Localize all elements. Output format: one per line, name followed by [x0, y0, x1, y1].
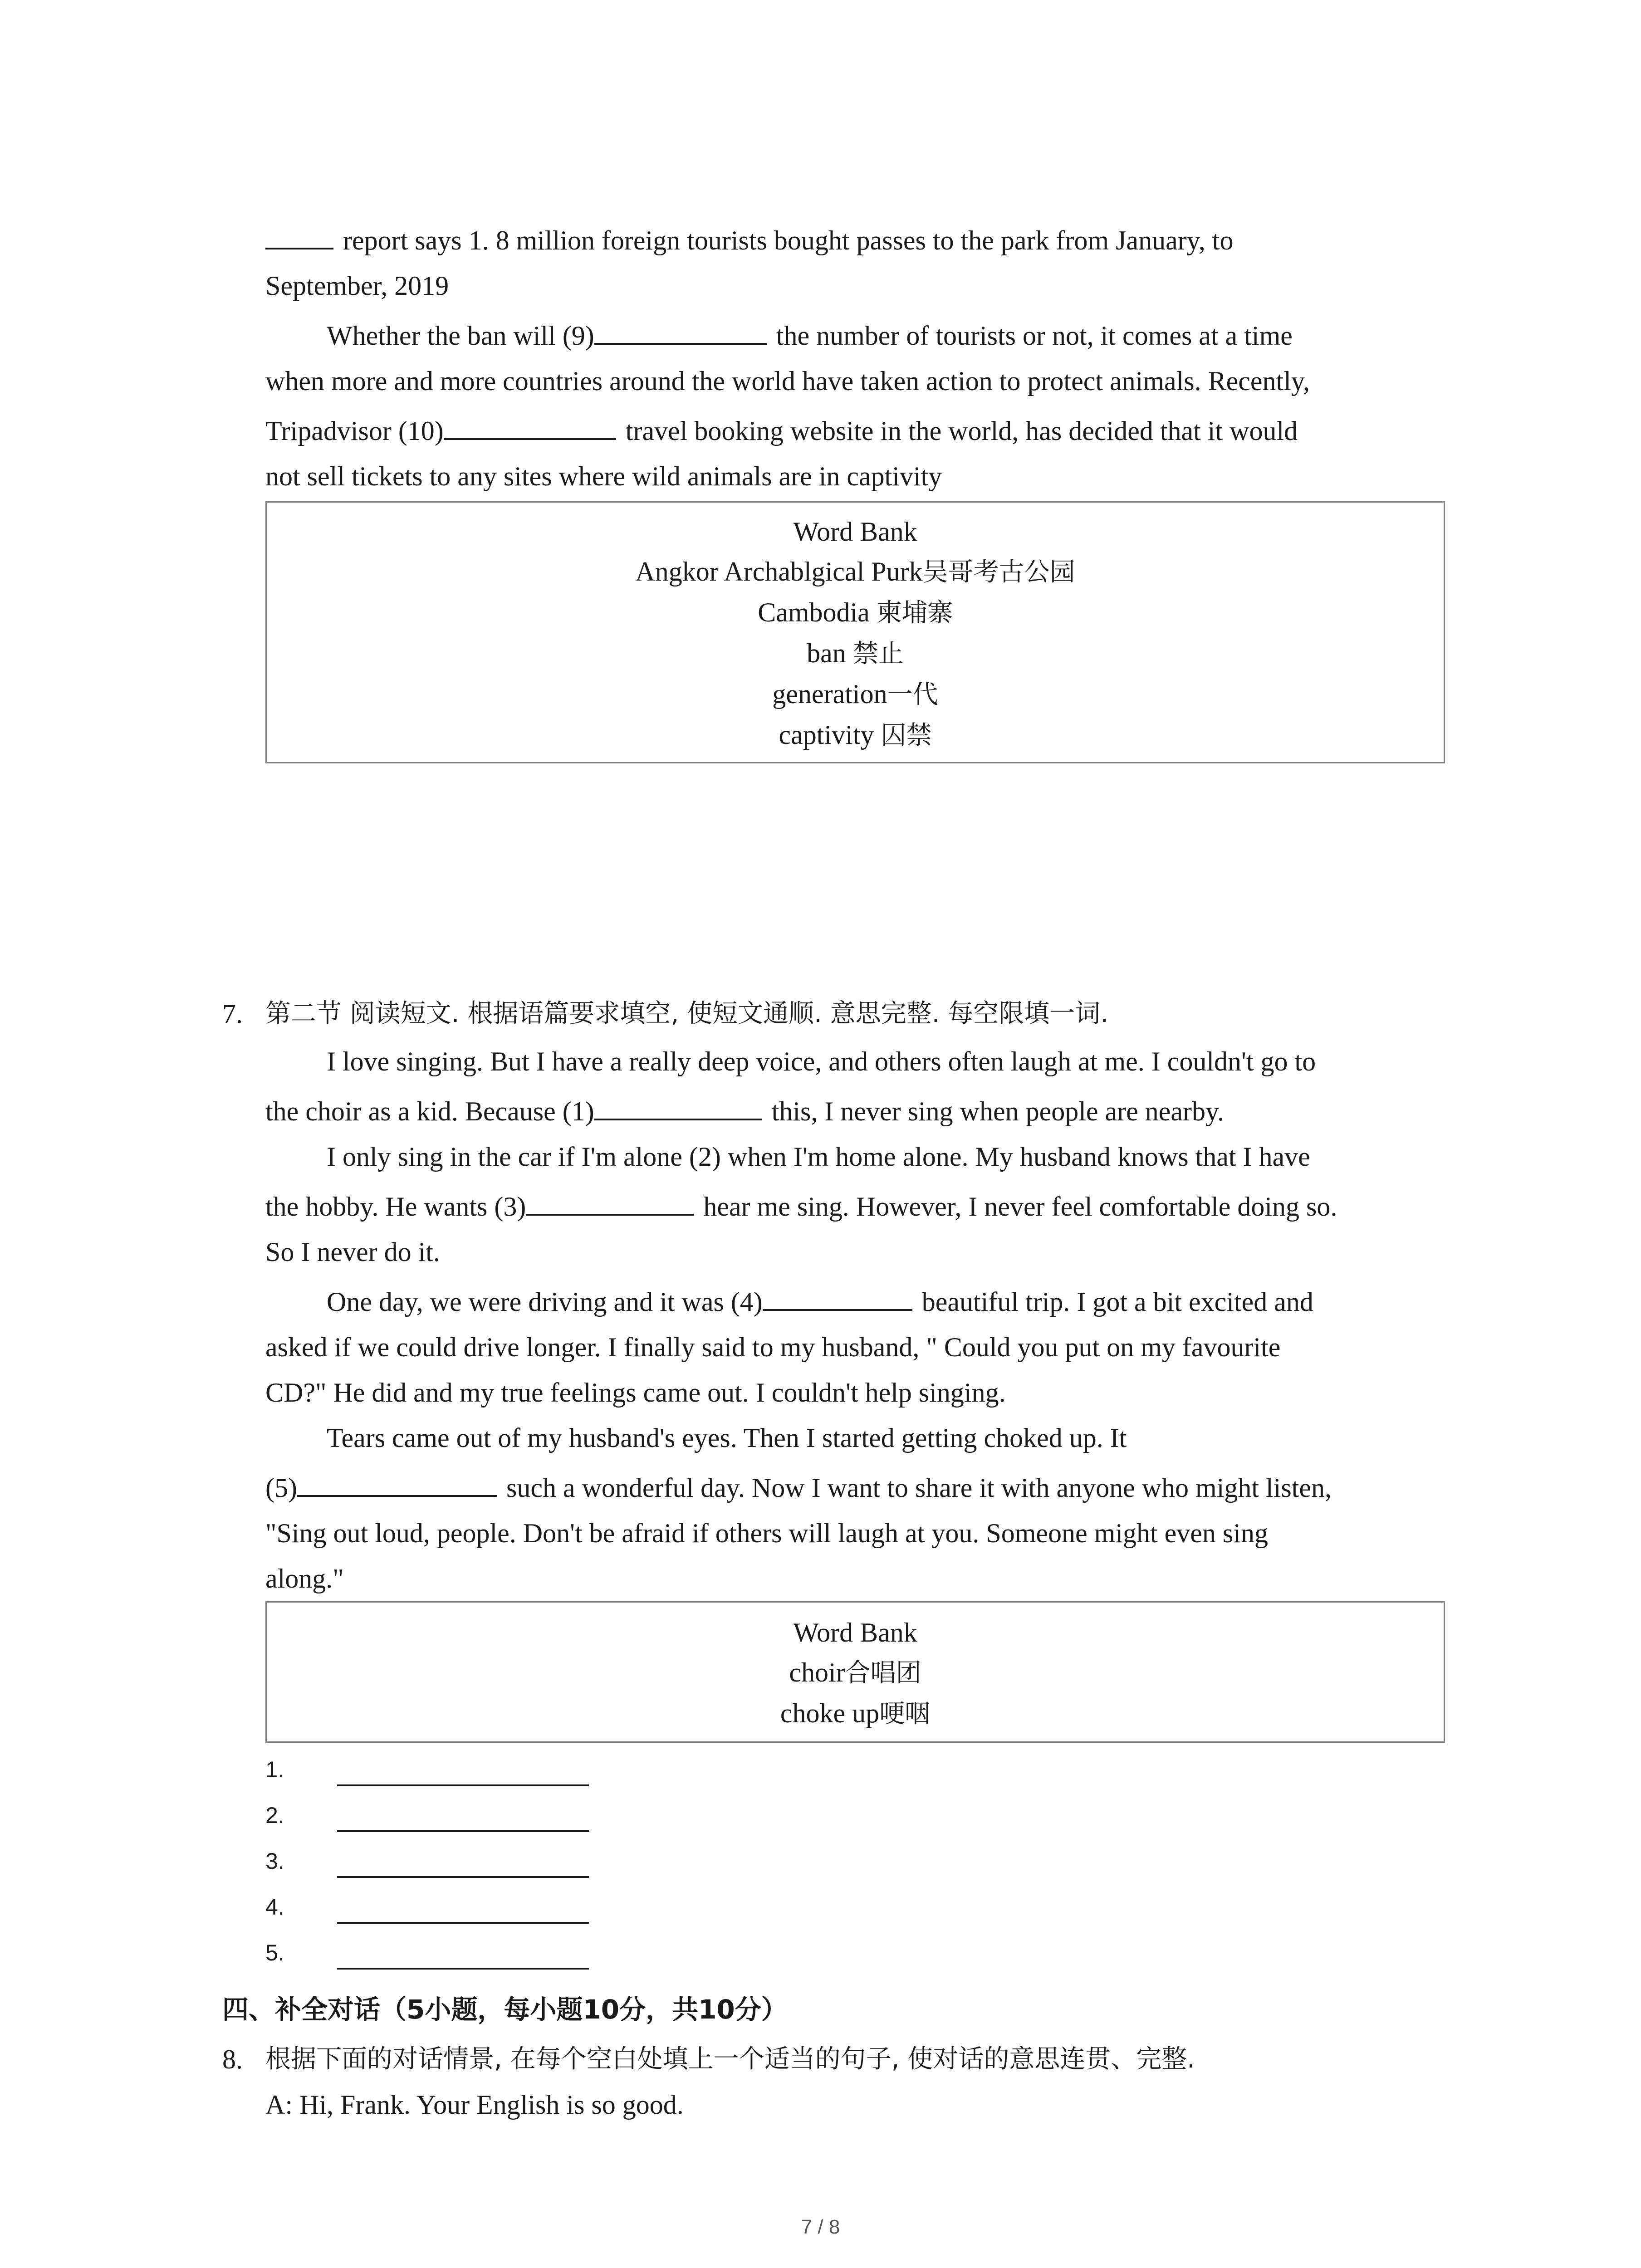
- passage-line: [265, 408, 1445, 454]
- passage-line: I only sing in the car if I'm alone (2) when I'm home alone. My husband knows that I have: [327, 1142, 1310, 1172]
- passage-line: along.": [265, 1564, 344, 1593]
- passage-text: hear me sing. However, I never feel comfortable doing so.: [703, 1192, 1337, 1222]
- question-number: 8.: [222, 2044, 243, 2074]
- passage-text: travel booking website in the world, has decided that it would: [625, 416, 1298, 446]
- passage-line: Tears came out of my husband's eyes. Then I started getting choked up. It: [327, 1423, 1127, 1453]
- passage-line: I love singing. But I have a really deep voice, and others often laugh at me. I couldn't go to: [327, 1046, 1316, 1076]
- passage-line: [265, 1465, 1445, 1510]
- passage-text: the number of tourists or not, it comes at a time: [776, 321, 1293, 351]
- passage-line: when more and more countries around the world have taken action to protect animals. Recently,: [265, 366, 1310, 396]
- passage-text: One day, we were driving and it was (4): [327, 1287, 763, 1317]
- passage-text: Whether the ban will (9): [327, 321, 594, 351]
- answer-line[interactable]: [337, 1922, 589, 1924]
- word-bank-item: choke up哽咽: [780, 1698, 931, 1729]
- answer-blank-1[interactable]: [594, 1092, 762, 1120]
- section-heading: 四、补全对话（5小题，每小题10分，共10分）: [222, 1994, 788, 2025]
- word-bank-item: ban 禁止: [807, 638, 904, 669]
- word-bank-title: Word Bank: [793, 1618, 917, 1647]
- answer-number: 4.: [265, 1894, 284, 1920]
- answer-blank-3[interactable]: [526, 1188, 694, 1216]
- passage-text: such a wonderful day. Now I want to share it with anyone who might listen,: [506, 1473, 1332, 1503]
- passage-line: not sell tickets to any sites where wild animals are in captivity: [265, 461, 942, 491]
- word-bank-item: Cambodia 柬埔寨: [758, 597, 953, 628]
- passage-text: Tripadvisor (10): [265, 416, 444, 446]
- answer-line[interactable]: [337, 1784, 589, 1786]
- word-bank-item: Angkor Archablgical Purk吴哥考古公园: [635, 557, 1075, 587]
- passage-line: September, 2019: [265, 271, 449, 301]
- passage-line: [265, 218, 1445, 263]
- answer-line[interactable]: [337, 1876, 589, 1878]
- word-bank-item: captivity 囚禁: [779, 720, 932, 750]
- passage-line: asked if we could drive longer. I finally said to my husband, " Could you put on my favourite: [265, 1332, 1281, 1362]
- question-instruction: 根据下面的对话情景, 在每个空白处填上一个适当的句子, 使对话的意思连贯、完整.: [265, 2044, 1195, 2074]
- passage-text: the hobby. He wants (3): [265, 1192, 526, 1222]
- answer-number: 2.: [265, 1803, 284, 1828]
- passage-text: report says 1. 8 million foreign tourists bought passes to the park from January, to: [343, 225, 1234, 255]
- answer-number: 1.: [265, 1757, 284, 1782]
- page-number: 7 / 8: [801, 2216, 840, 2238]
- word-bank-box: [265, 501, 1445, 763]
- passage-line: [265, 1184, 1445, 1229]
- passage-line: [327, 313, 1506, 358]
- word-bank-box: [265, 1601, 1445, 1743]
- answer-line[interactable]: [337, 1830, 589, 1832]
- passage-text: the choir as a kid. Because (1): [265, 1096, 594, 1126]
- passage-text: (5): [265, 1473, 297, 1503]
- word-bank-item: choir合唱团: [789, 1657, 921, 1688]
- passage-line: [265, 1089, 1445, 1134]
- answer-blank-9[interactable]: [594, 317, 767, 345]
- answer-number: 5.: [265, 1940, 284, 1965]
- passage-text: beautiful trip. I got a bit excited and: [921, 1287, 1313, 1317]
- answer-blank-4[interactable]: [763, 1283, 912, 1311]
- passage-line: [327, 1279, 1506, 1325]
- answer-blank[interactable]: [265, 221, 333, 249]
- passage-line: CD?" He did and my true feelings came out. I couldn't help singing.: [265, 1378, 1006, 1408]
- answer-line[interactable]: [337, 1968, 589, 1970]
- question-number: 7.: [222, 999, 243, 1029]
- passage-text: this, I never sing when people are nearby.: [771, 1096, 1225, 1126]
- answer-number: 3.: [265, 1848, 284, 1874]
- dialogue-line: A: Hi, Frank. Your English is so good.: [265, 2090, 684, 2120]
- word-bank-title: Word Bank: [793, 517, 917, 547]
- passage-line: "Sing out loud, people. Don't be afraid if others will laugh at you. Someone might even sing: [265, 1518, 1268, 1548]
- answer-blank-10[interactable]: [444, 412, 616, 440]
- answer-blank-5[interactable]: [297, 1469, 497, 1497]
- passage-line: So I never do it.: [265, 1237, 440, 1267]
- question-instruction: 第二节 阅读短文. 根据语篇要求填空, 使短文通顺. 意思完整. 每空限填一词.: [265, 999, 1109, 1028]
- word-bank-item: generation一代: [772, 679, 938, 709]
